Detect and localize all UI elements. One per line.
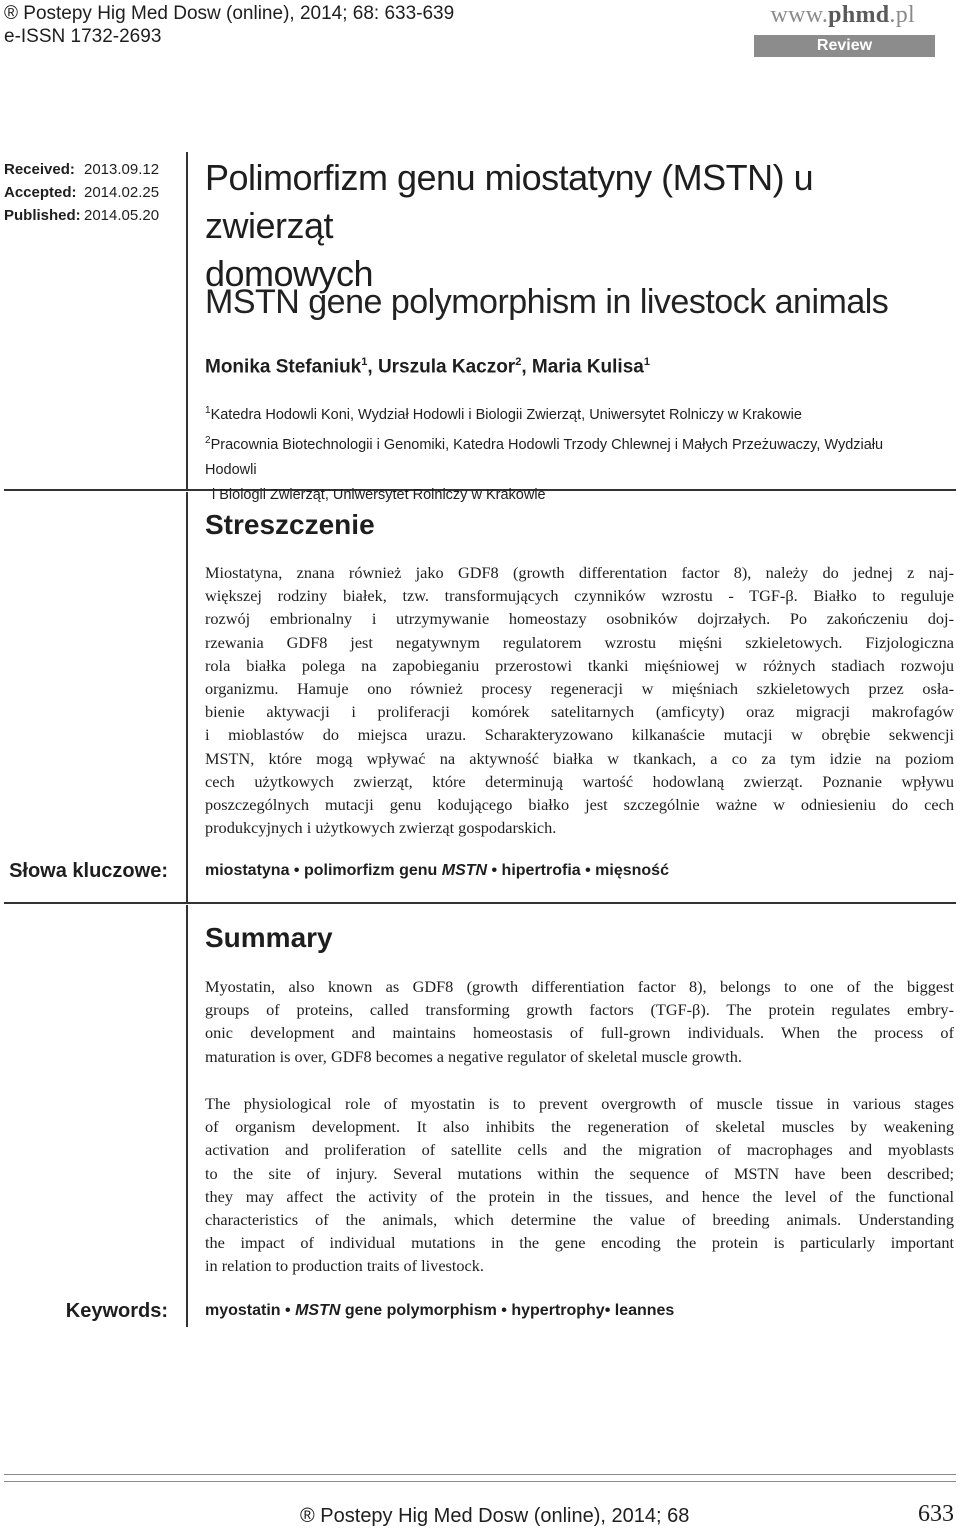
keyword-text: gene polymorphism • hypertrophy• leannes	[340, 1302, 675, 1319]
text-line: MSTN, które mogą wpływać na aktywność białka w tkankach, a co za tym idzie na poziom	[205, 748, 954, 768]
text-line: rozwój embrionalny i utrzymywanie homeostazy osobników dojrzałych. Po zakończeniu doj-	[205, 609, 954, 629]
text-line: rola białka polega na zapobieganiu przerostowi tkanki mięśniowej w różnych stadiach rozwoju	[205, 655, 954, 675]
keyword-italic: MSTN	[441, 862, 488, 879]
author-affil-sup: 1	[361, 356, 368, 368]
affiliation-1	[205, 398, 925, 428]
keyword-italic: MSTN	[295, 1302, 341, 1319]
text-line: onic development and maintains homeostasis of full-grown individuals. When the process of	[205, 1023, 954, 1043]
text-line: groups of proteins, called transforming growth factors (TGF-β). The protein regulates embry-	[205, 1000, 954, 1020]
section-rule-2	[4, 902, 956, 904]
keywords-label-english: Keywords:	[65, 1300, 168, 1322]
accepted-label: Accepted:	[4, 184, 77, 201]
keywords-polish	[205, 862, 669, 880]
author-name: Monika Stefaniuk	[205, 356, 362, 378]
author-sep: ,	[367, 356, 378, 378]
author-sep: ,	[521, 356, 532, 378]
text-line: characteristics of the animals, which determine the value of breeding animals. Understanding	[205, 1210, 954, 1230]
author-name: Maria Kulisa	[531, 356, 644, 378]
vertical-divider-middle	[186, 492, 188, 902]
journal-issn: e-ISSN 1732-2693	[4, 26, 162, 47]
journal-citation: ® Postepy Hig Med Dosw (online), 2014; 68: 633-639	[4, 3, 455, 24]
text-line: większej rodziny białek, tzw. transformujących czynników wzrostu - TGF-β. Białko to reguluje	[205, 586, 954, 606]
affiliation-2-cont: i Biologii Zwierząt, Uniwersytet Rolniczy w Krakowie	[212, 486, 546, 503]
received-label: Received:	[4, 161, 75, 178]
text-line: cech użytkowych zwierząt, które determinują wartość hodowlaną zwierząt. Poznanie wpływu	[205, 771, 954, 791]
affil-sup: 2	[205, 434, 211, 446]
page-number: 633	[918, 1501, 954, 1527]
abstract-english-para-1	[205, 975, 954, 1068]
keyword-text: myostatin •	[205, 1302, 296, 1319]
text-line: Miostatyna, znana również jako GDF8 (growth differentation factor 8), należy do jednej z naj-	[205, 563, 954, 582]
text-line: poszczególnych mutacji genu kodującego białko jest szczególnie ważne w odniesieniu do cech	[205, 795, 954, 815]
affil-sup: 1	[205, 405, 211, 416]
vertical-divider-bottom	[186, 905, 188, 1327]
text-line: bienie aktywacji i proliferacji komórek satelitarnych (amficyty) oraz migracji makrofagów	[205, 702, 954, 722]
affiliation-list	[205, 398, 925, 508]
brand-suffix: .pl	[889, 2, 915, 28]
received-value: 2013.09.12	[84, 161, 160, 178]
article-title-english: MSTN gene polymorphism in livestock animals	[205, 283, 889, 321]
text-line: organizmu. Hamuje ono również procesy regeneracji w mięśniach szkieletowych przez osła-	[205, 679, 954, 699]
text-line: produkcyjnych i użytkowych zwierząt gospodarskich.	[205, 818, 557, 838]
accepted-value: 2014.02.25	[84, 184, 160, 201]
brand-bold: phmd	[828, 2, 890, 28]
published-label: Published:	[4, 207, 81, 224]
text-line: the impact of individual mutations in the gene encoding the protein is particularly important	[205, 1233, 954, 1253]
text-line: Myostatin, also known as GDF8 (growth differentiation factor 8), belongs to one of the biggest	[205, 977, 954, 996]
text-line: maturation is over, GDF8 becomes a negative regulator of skeletal muscle growth.	[205, 1046, 742, 1066]
text-line: rzewania GDF8 jest negatywnym regulatorem wzrostu mięśni szkieletowych. Fizjologiczna	[205, 632, 954, 652]
text-line: i mioblastów do miejsca urazu. Scharakteryzowano kilkanaście mutacji w obrębie sekwencji	[205, 725, 954, 745]
footer-rule-top	[4, 1474, 956, 1475]
text-line: in relation to production traits of livestock.	[205, 1256, 484, 1276]
keywords-english	[205, 1302, 674, 1320]
footer-rule-bottom	[4, 1481, 956, 1482]
author-name: Urszula Kaczor	[377, 356, 516, 378]
keywords-label-polish: Słowa kluczowe:	[9, 860, 168, 882]
article-title-polish	[205, 154, 925, 298]
title-line-2: domowych	[205, 253, 374, 294]
vertical-divider-top	[186, 152, 188, 489]
keyword-text: • hipertrofia • mięsność	[487, 862, 669, 879]
text-line: of organism development. It also inhibits the regeneration of skeletal muscles by weakening	[205, 1117, 954, 1137]
affil-text: Katedra Hodowli Koni, Wydział Hodowli i Biologii Zwierząt, Uniwersytet Rolniczy w Krakowie	[210, 406, 802, 423]
author-list	[205, 348, 650, 381]
abstract-english-para-2	[205, 1092, 954, 1278]
text-line: The physiological role of myostatin is to prevent overgrowth of muscle tissue in various stages	[205, 1094, 954, 1113]
author-affil-sup: 2	[515, 356, 522, 368]
text-line: they may affect the activity of the protein in the tissues, and hence the level of the functional	[205, 1186, 954, 1206]
title-line-1: Polimorfizm genu miostatyny (MSTN) u zwierząt	[205, 157, 814, 246]
affil-text: Pracownia Biotechnologii i Genomiki, Katedra Hodowli Trzody Chlewnej i Małych Przeżuwaczy, Wydziału Hodowli	[205, 436, 884, 478]
article-type-badge: Review	[754, 35, 935, 57]
footer-journal: ® Postepy Hig Med Dosw (online), 2014; 68	[300, 1505, 690, 1527]
abstract-heading-english: Summary	[205, 922, 333, 953]
author-affil-sup: 1	[643, 356, 650, 368]
affiliation-2	[205, 428, 925, 483]
brand-prefix: www.	[770, 2, 829, 28]
text-line: activation and proliferation of satellite cells and the migration of macrophages and myoblasts	[205, 1140, 954, 1160]
abstract-polish-body	[205, 561, 954, 839]
text-line: to the site of injury. Several mutations within the sequence of MSTN have been described;	[205, 1163, 954, 1183]
journal-website-link[interactable]	[771, 2, 915, 29]
journal-header	[4, 2, 454, 48]
abstract-heading-polish: Streszczenie	[205, 509, 375, 540]
keyword-text: miostatyna • polimorfizm genu	[205, 862, 442, 879]
published-value: 2014.05.20	[84, 207, 160, 224]
article-dates	[4, 158, 159, 227]
